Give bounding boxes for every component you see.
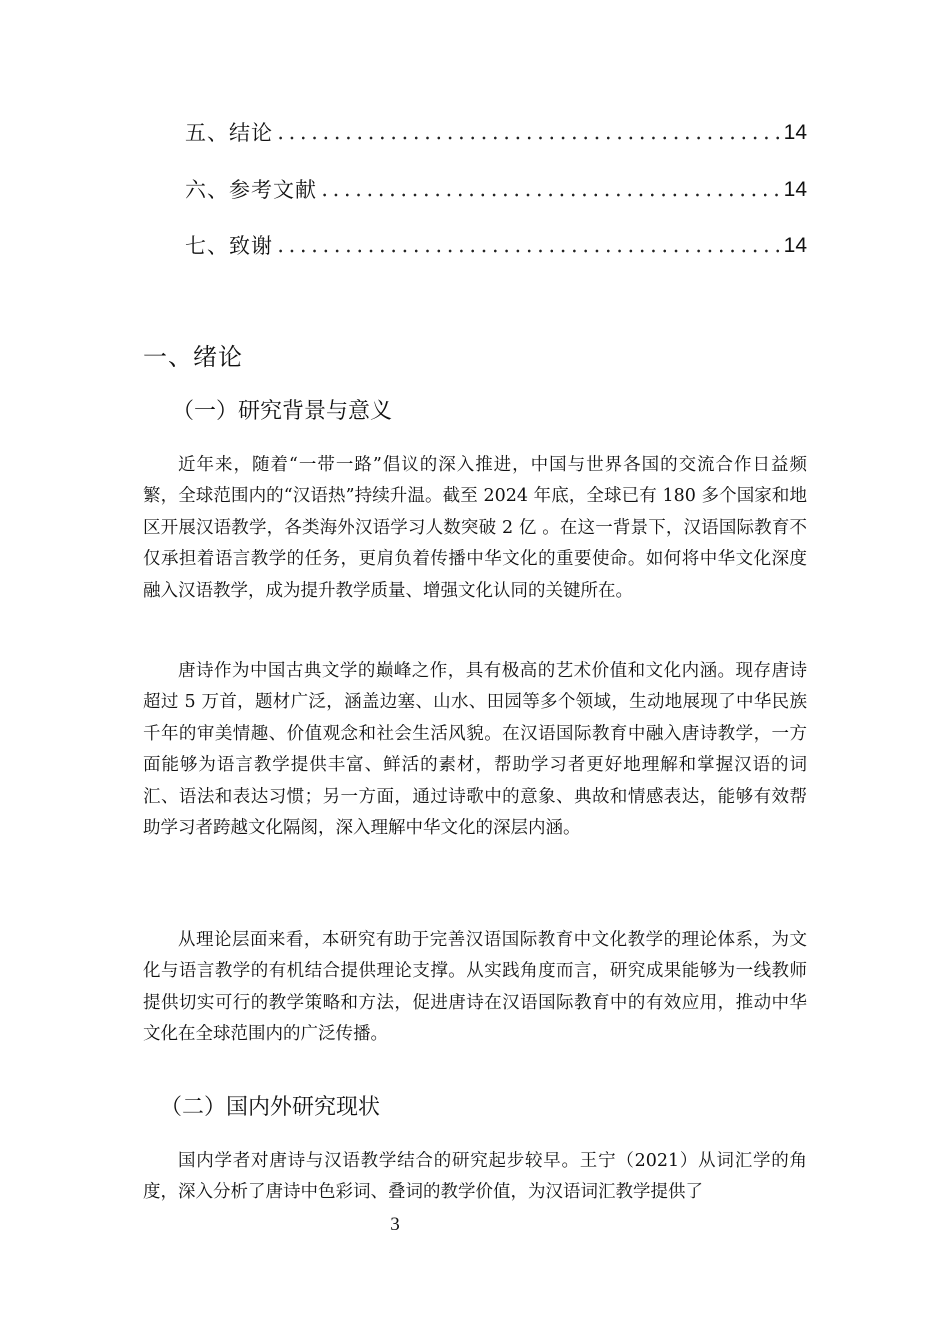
paragraph-background-1: 近年来，随着“一带一路”倡议的深入推进，中国与世界各国的交流合作日益频繁，全球范围内的“汉语热”持续升温。截至 2024 年底，全球已有 180 多个国家和地区开展汉语教学，各类海外汉语学习人数突破 2 亿 。在这一背景下，汉语国际教育不仅承担着语言教学的任务，更肩负着传播中华文化的重要使命。如何将中华文化深度融入汉语教学，成为提升教学质量、增强文化认同的关键所在。: [143, 455, 807, 601]
toc-leader-dots: [275, 136, 780, 140]
toc-entry-acknowledgements[interactable]: [185, 227, 807, 261]
toc-entry-title: 五、结论: [185, 121, 273, 145]
paragraph-background-3: 从理论层面来看，本研究有助于完善汉语国际教育中文化教学的理论体系，为文化与语言教学的有机结合提供理论支撑。从实践角度而言，研究成果能够为一线教师提供切实可行的教学策略和方法，促进唐诗在汉语国际教育中的有效应用，推动中华文化在全球范围内的广泛传播。: [143, 930, 807, 1045]
section-heading-introduction: 一、绪论: [143, 343, 243, 371]
page-number: 3: [390, 1214, 400, 1235]
toc-leader-dots: [319, 193, 780, 197]
paragraph-research-status-1: 国内学者对唐诗与汉语教学结合的研究起步较早。王宁（2021）从词汇学的角度，深入分析了唐诗中色彩词、叠词的教学价值，为汉语词汇教学提供了: [143, 1151, 807, 1203]
toc-entry-title: 六、参考文献: [185, 178, 317, 202]
subsection-heading-research-status: （二）国内外研究现状: [160, 1095, 381, 1120]
toc-entry-conclusion[interactable]: [185, 114, 807, 148]
subsection-heading-background: （一）研究背景与意义: [172, 399, 393, 424]
toc-entry-page: 14: [783, 234, 807, 257]
toc-entry-references[interactable]: [185, 171, 807, 205]
toc-leader-dots: [275, 249, 780, 253]
toc-entry-title: 七、致谢: [185, 234, 273, 258]
toc-entry-page: 14: [783, 121, 807, 144]
paragraph-background-2: 唐诗作为中国古典文学的巅峰之作，具有极高的艺术价值和文化内涵。现存唐诗超过 5 万首，题材广泛，涵盖边塞、山水、田园等多个领域，生动地展现了中华民族千年的审美情趣、价值观念和社会生活风貌。在汉语国际教育中融入唐诗教学，一方面能够为语言教学提供丰富、鲜活的素材，帮助学习者更好地理解和掌握汉语的词汇、语法和表达习惯；另一方面，通过诗歌中的意象、典故和情感表达，能够有效帮助学习者跨越文化隔阂，深入理解中华文化的深层内涵。: [143, 661, 807, 839]
toc-entry-page: 14: [783, 178, 807, 201]
